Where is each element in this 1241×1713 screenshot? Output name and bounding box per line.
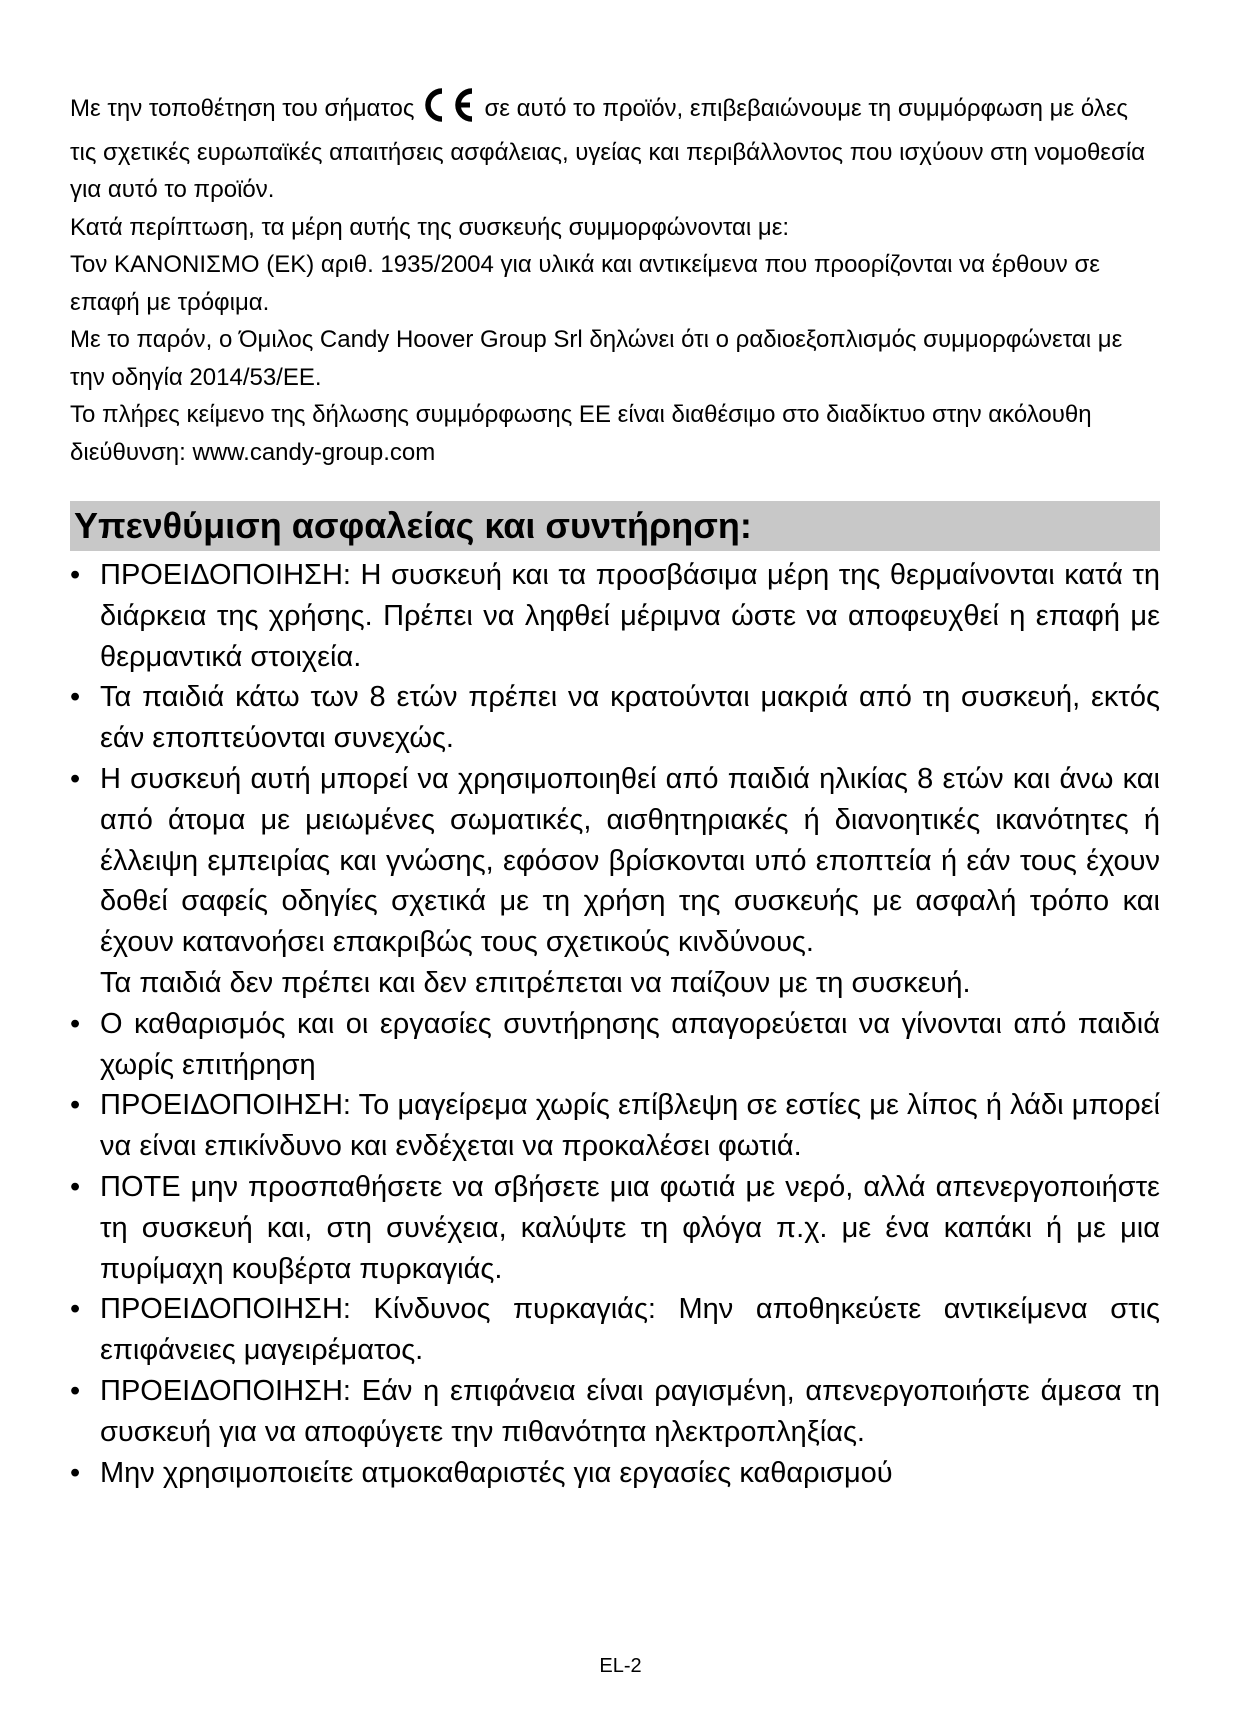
list-item-text: ΠΡΟΕΙΔΟΠΟΙΗΣΗ: Εάν η επιφάνεια είναι ραγισμένη, απενεργοποιήστε άμεσα τη συσκευή για να αποφύγετε την πιθανότητα ηλεκτροπληξίας. [100, 1374, 1160, 1448]
section-heading: Υπενθύμιση ασφαλείας και συντήρηση: [70, 501, 1160, 551]
bullet-icon: • [70, 1170, 81, 1203]
intro-paragraph: Το πλήρες κείμενο της δήλωσης συμμόρφωσης ΕΕ είναι διαθέσιμο στο διαδίκτυο στην ακόλουθη διεύθυνση: www.candy-group.com [70, 401, 1092, 466]
document-page [70, 88, 1160, 1493]
compliance-intro [70, 88, 1160, 471]
ce-statement [70, 88, 1160, 209]
ce-mark-icon [418, 88, 476, 134]
page-number: EL-2 [599, 1655, 642, 1677]
bullet-icon: • [70, 1089, 81, 1122]
list-item [70, 1453, 1160, 1494]
list-item-text: Η συσκευή αυτή μπορεί να χρησιμοποιηθεί από παιδιά ηλικίας 8 ετών και άνω και από άτομα με μειωμένες σωματικές, αισθητηριακές ή διανοητικές ικανότητες ή έλλειψη εμπειρίας και γνώσης, εφόσον βρίσκονται υπό εποπτεία ή εάν τους έχουν δοθεί σαφείς οδηγίες σχετικά με τη χρήση της συσκευής με ασφαλή τρόπο και έχουν κατανοήσει επακριβώς τους σχετικούς κινδύνους. [100, 762, 1160, 959]
list-item [70, 1371, 1160, 1453]
list-item [70, 1085, 1160, 1167]
list-item-text: Ο καθαρισμός και οι εργασίες συντήρησης απαγορεύεται να γίνονται από παιδιά χωρίς επιτήρηση [100, 1007, 1160, 1081]
list-item-text: ΠΡΟΕΙΔΟΠΟΙΗΣΗ: Το μαγείρεμα χωρίς επίβλεψη σε εστίες με λίπος ή λάδι μπορεί να είναι επικίνδυνο και ενδέχεται να προκαλέσει φωτιά. [100, 1089, 1160, 1163]
bullet-icon: • [70, 1456, 81, 1489]
bullet-icon: • [70, 1293, 81, 1326]
list-item-extra-text: Τα παιδιά δεν πρέπει και δεν επιτρέπεται να παίζουν με τη συσκευή. [100, 966, 971, 999]
list-item-text: Μην χρησιμοποιείτε ατμοκαθαριστές για εργασίες καθαρισμού [100, 1456, 893, 1489]
bullet-icon: • [70, 681, 81, 714]
bullet-icon: • [70, 559, 81, 591]
list-item-text: ΠΡΟΕΙΔΟΠΟΙΗΣΗ: Κίνδυνος πυρκαγιάς: Μην αποθηκεύετε αντικείμενα στις επιφάνειες μαγειρέματος. [100, 1293, 1160, 1367]
bullet-icon: • [70, 762, 81, 795]
intro-paragraph: Τον ΚΑΝΟΝΙΣΜΟ (ΕΚ) αριθ. 1935/2004 για υλικά και αντικείμενα που προορίζονται να έρθουν σε επαφή με τρόφιμα. [70, 251, 1100, 316]
list-item [70, 1167, 1160, 1289]
list-item [70, 677, 1160, 759]
intro-paragraph: Με το παρόν, ο Όμιλος Candy Hoover Group Srl δηλώνει ότι ο ραδιοεξοπλισμός συμμορφώνεται με την οδηγία 2014/53/ΕΕ. [70, 326, 1123, 391]
list-item [70, 555, 1160, 677]
list-item [70, 759, 1160, 1004]
list-item [70, 1004, 1160, 1086]
list-item-text: Τα παιδιά κάτω των 8 ετών πρέπει να κρατούνται μακριά από τη συσκευή, εκτός εάν εποπτεύονται συνεχώς. [100, 681, 1160, 755]
safety-list [70, 555, 1160, 1493]
list-item-text: ΠΡΟΕΙΔΟΠΟΙΗΣΗ: Η συσκευή και τα προσβάσιμα μέρη της θερμαίνονται κατά τη διάρκεια της χρήσης. Πρέπει να ληφθεί μέριμνα ώστε να αποφευχθεί η επαφή με θερμαντικά στοιχεία. [100, 559, 1160, 673]
ce-mark-graphic [418, 88, 476, 122]
ce-statement-rest: σε αυτό το προϊόν, επιβεβαιώνουμε τη συμμόρφωση με όλες τις σχετικές ευρωπαϊκές απαιτήσεις ασφάλειας, υγείας και περιβάλλοντος που ισχύουν στη νομοθεσία για αυτό το προϊόν. [70, 95, 1146, 203]
list-item [70, 1289, 1160, 1371]
ce-statement-start: Με την τοποθέτηση του σήματος [70, 95, 415, 122]
bullet-icon: • [70, 1007, 81, 1040]
bullet-icon: • [70, 1374, 81, 1407]
intro-paragraph: Κατά περίπτωση, τα μέρη αυτής της συσκευής συμμορφώνονται με: [70, 213, 790, 241]
list-item-text: ΠΟΤΕ μην προσπαθήσετε να σβήσετε μια φωτιά με νερό, αλλά απενεργοποιήστε τη συσκευή και, στη συνέχεια, καλύψτε τη φλόγα π.χ. με ένα καπάκι ή με μια πυρίμαχη κουβέρτα πυρκαγιάς. [100, 1170, 1160, 1285]
